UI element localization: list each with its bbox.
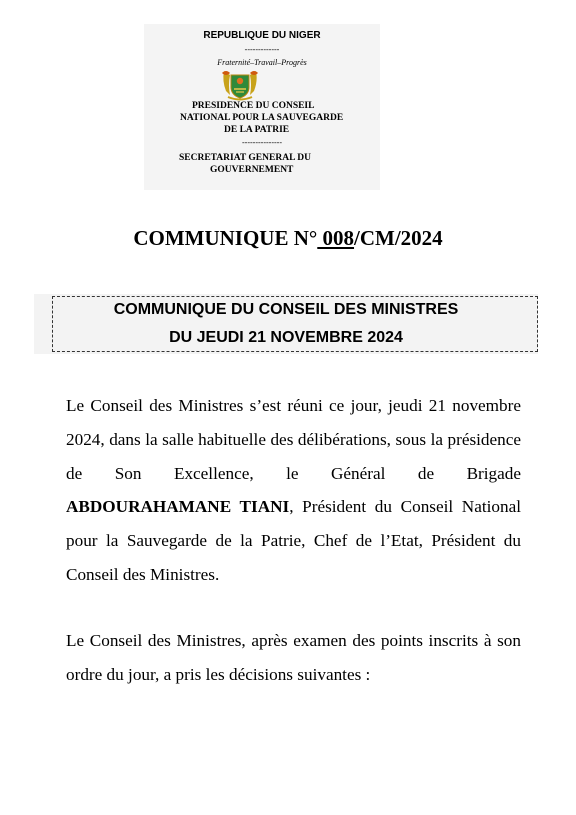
paragraph-opening <box>66 389 521 592</box>
national-motto: Fraternité–Travail–Progrès <box>217 58 307 67</box>
divider: --------------- <box>242 138 282 147</box>
paragraph-text: Le Conseil des Ministres s’est réuni ce jour, jeudi 21 novembre 2024, dans la salle habituelle des délibérations, sous la présidence de Son Excellence, le Général de Brigade <box>66 396 521 483</box>
title-suffix: /CM/2024 <box>354 226 443 250</box>
presidence-line-2: NATIONAL POUR LA SAUVEGARDE <box>180 113 344 123</box>
communique-number: 008 <box>317 226 355 250</box>
niger-coat-of-arms-icon <box>220 67 260 101</box>
paragraph-decisions: Le Conseil des Ministres, après examen des points inscrits à son ordre du jour, a pris les décisions suivantes : <box>66 631 521 684</box>
country-name: REPUBLIQUE DU NIGER <box>203 30 321 41</box>
banner-heading: COMMUNIQUE DU CONSEIL DES MINISTRES <box>113 301 459 318</box>
paragraph-text: , Président du Conseil National pour la Sauvegarde de la Patrie, Chef de l’Etat, Président du Conseil des Ministres. <box>66 497 521 584</box>
divider: ------------- <box>244 45 280 54</box>
communique-banner <box>34 294 538 354</box>
communique-title <box>0 226 576 251</box>
secretariat-line-1: SECRETARIAT GENERAL DU <box>179 153 311 163</box>
presidence-line-3: DE LA PATRIE <box>224 125 290 135</box>
president-name: ABDOURAHAMANE TIANI <box>66 497 290 517</box>
secretariat-line-2: GOUVERNEMENT <box>210 165 294 175</box>
presidence-line-1: PRESIDENCE DU CONSEIL <box>192 101 315 111</box>
letterhead <box>144 24 380 190</box>
banner-date: DU JEUDI 21 NOVEMBRE 2024 <box>169 329 403 346</box>
title-prefix: COMMUNIQUE N° <box>133 226 318 250</box>
